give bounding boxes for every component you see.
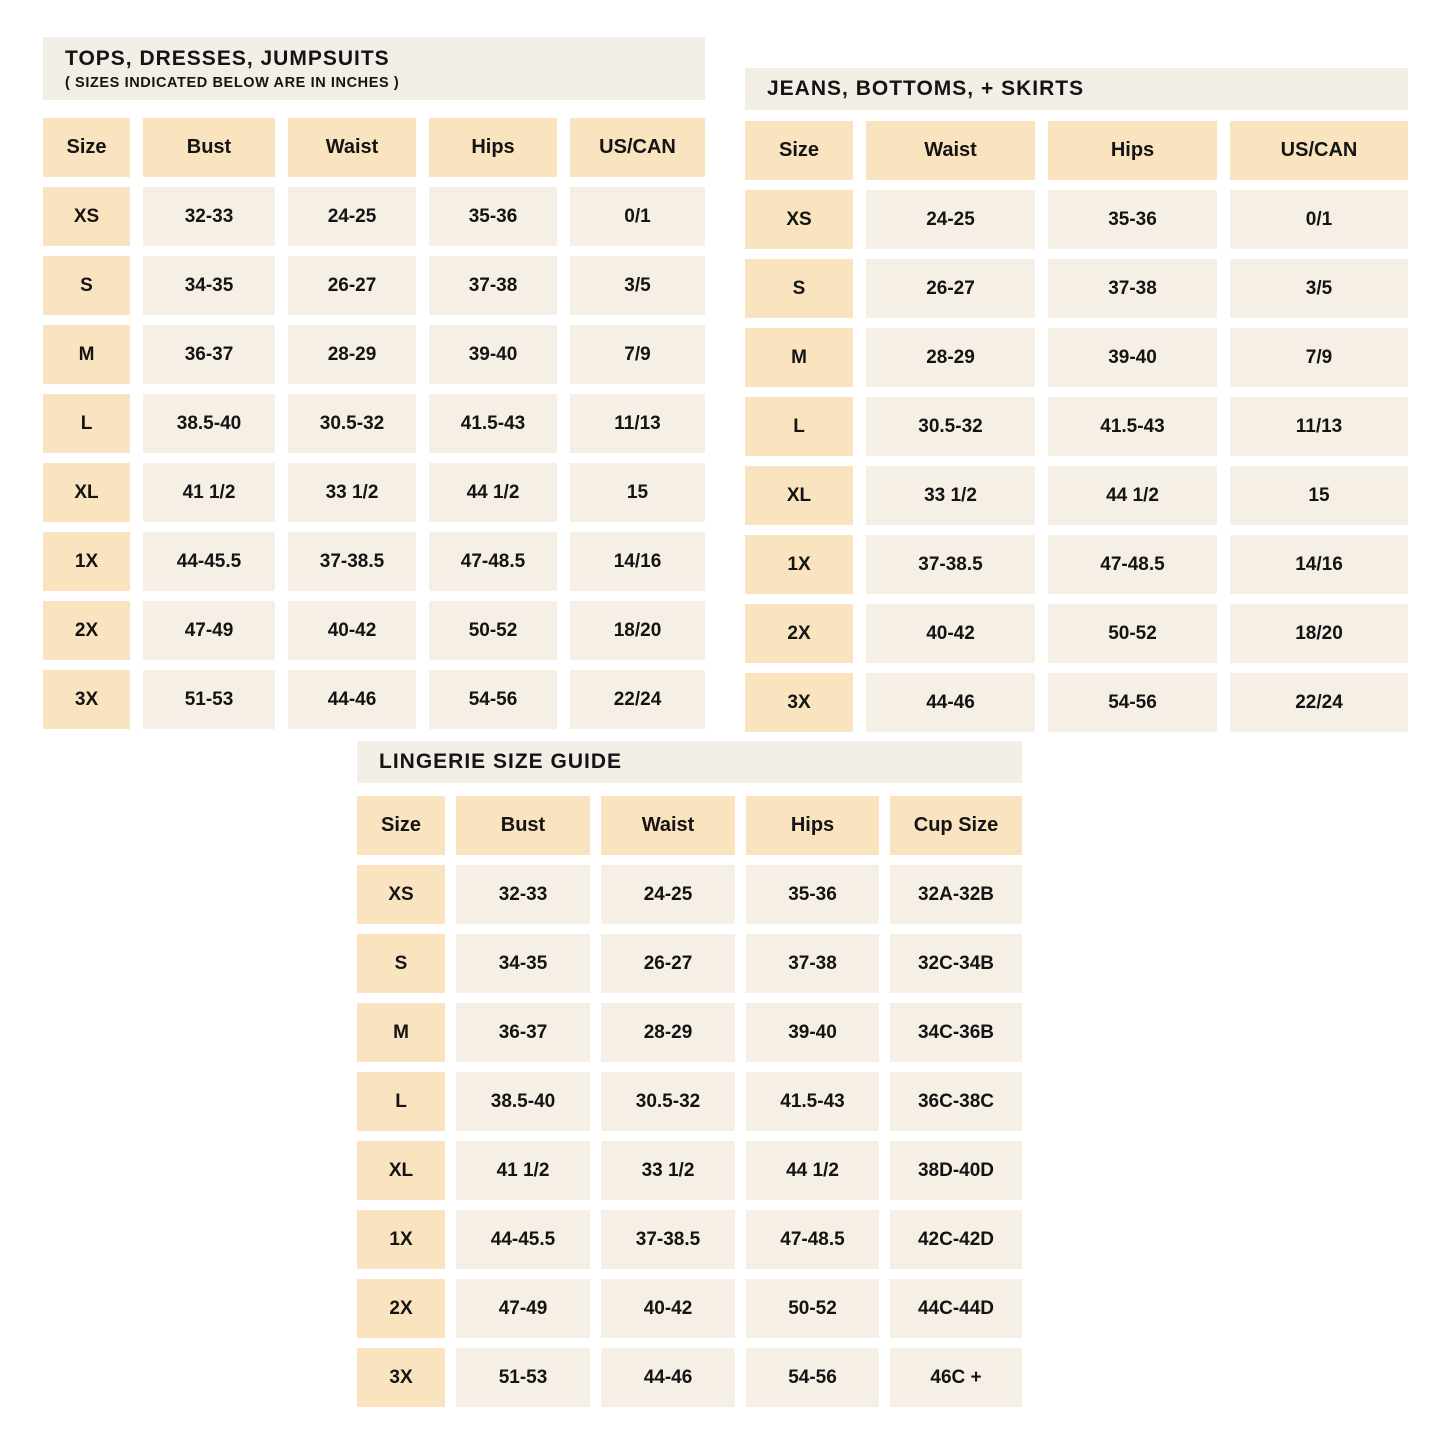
column-header-size: Size [357,796,445,855]
measurement-cell: 37-38.5 [866,535,1035,594]
measurement-cell: 35-36 [1048,190,1217,249]
size-label-cell-m: M [357,1003,445,1062]
size-label-cell-3x: 3X [43,670,130,729]
measurement-cell: 47-49 [456,1279,590,1338]
measurement-cell: 44-46 [601,1348,735,1407]
tops-table-subtitle: ( SIZES INDICATED BELOW ARE IN INCHES ) [65,74,400,91]
size-label-cell-1x: 1X [43,532,130,591]
measurement-cell: 37-38.5 [288,532,416,591]
column-header-hips: Hips [429,118,557,177]
size-label-cell-s: S [43,256,130,315]
lingerie-size-guide-section [357,741,1022,1407]
column-header-cup-size: Cup Size [890,796,1022,855]
measurement-cell: 33 1/2 [288,463,416,522]
column-header-waist: Waist [866,121,1035,180]
jeans-bottoms-skirts-section [745,68,1408,732]
measurement-cell: 30.5-32 [866,397,1035,456]
measurement-cell: 0/1 [570,187,705,246]
measurement-cell: 54-56 [746,1348,879,1407]
measurement-cell: 36-37 [143,325,275,384]
measurement-cell: 41.5-43 [746,1072,879,1131]
measurement-cell: 54-56 [1048,673,1217,732]
column-header-bust: Bust [143,118,275,177]
measurement-cell: 32A-32B [890,865,1022,924]
measurement-cell: 30.5-32 [601,1072,735,1131]
measurement-cell: 41.5-43 [429,394,557,453]
measurement-cell: 28-29 [866,328,1035,387]
measurement-cell: 11/13 [1230,397,1408,456]
size-label-cell-s: S [745,259,853,318]
measurement-cell: 24-25 [288,187,416,246]
column-header-size: Size [745,121,853,180]
measurement-cell: 34-35 [456,934,590,993]
measurement-cell: 33 1/2 [601,1141,735,1200]
measurement-cell: 0/1 [1230,190,1408,249]
size-label-cell-xl: XL [745,466,853,525]
measurement-cell: 47-48.5 [1048,535,1217,594]
size-label-cell-xs: XS [43,187,130,246]
measurement-cell: 50-52 [746,1279,879,1338]
measurement-cell: 39-40 [746,1003,879,1062]
measurement-cell: 46C + [890,1348,1022,1407]
tops-table-title: TOPS, DRESSES, JUMPSUITS [65,46,390,70]
measurement-cell: 15 [570,463,705,522]
jeans-size-table [745,121,1408,732]
measurement-cell: 54-56 [429,670,557,729]
measurement-cell: 40-42 [601,1279,735,1338]
column-header-hips: Hips [1048,121,1217,180]
measurement-cell: 47-49 [143,601,275,660]
measurement-cell: 39-40 [1048,328,1217,387]
lingerie-size-table [357,796,1022,1407]
measurement-cell: 32-33 [143,187,275,246]
measurement-cell: 44C-44D [890,1279,1022,1338]
size-label-cell-1x: 1X [357,1210,445,1269]
lingerie-table-title-banner [357,741,1022,783]
measurement-cell: 44 1/2 [429,463,557,522]
size-label-cell-2x: 2X [43,601,130,660]
column-header-size: Size [43,118,130,177]
tops-dresses-jumpsuits-section [43,37,705,729]
measurement-cell: 37-38.5 [601,1210,735,1269]
size-label-cell-2x: 2X [745,604,853,663]
measurement-cell: 28-29 [601,1003,735,1062]
measurement-cell: 38D-40D [890,1141,1022,1200]
measurement-cell: 41 1/2 [456,1141,590,1200]
measurement-cell: 41.5-43 [1048,397,1217,456]
measurement-cell: 37-38 [1048,259,1217,318]
size-label-cell-m: M [43,325,130,384]
measurement-cell: 22/24 [1230,673,1408,732]
measurement-cell: 26-27 [601,934,735,993]
measurement-cell: 41 1/2 [143,463,275,522]
measurement-cell: 14/16 [1230,535,1408,594]
measurement-cell: 50-52 [1048,604,1217,663]
measurement-cell: 44-46 [866,673,1035,732]
size-label-cell-3x: 3X [745,673,853,732]
measurement-cell: 32C-34B [890,934,1022,993]
measurement-cell: 38.5-40 [143,394,275,453]
measurement-cell: 30.5-32 [288,394,416,453]
measurement-cell: 44-46 [288,670,416,729]
tops-size-table [43,118,705,729]
measurement-cell: 14/16 [570,532,705,591]
measurement-cell: 22/24 [570,670,705,729]
size-label-cell-l: L [43,394,130,453]
measurement-cell: 40-42 [288,601,416,660]
measurement-cell: 3/5 [570,256,705,315]
measurement-cell: 38.5-40 [456,1072,590,1131]
measurement-cell: 47-48.5 [429,532,557,591]
measurement-cell: 40-42 [866,604,1035,663]
measurement-cell: 35-36 [429,187,557,246]
size-label-cell-xs: XS [357,865,445,924]
column-header-us-can: US/CAN [1230,121,1408,180]
size-label-cell-l: L [745,397,853,456]
measurement-cell: 33 1/2 [866,466,1035,525]
measurement-cell: 7/9 [570,325,705,384]
measurement-cell: 37-38 [746,934,879,993]
measurement-cell: 32-33 [456,865,590,924]
size-label-cell-s: S [357,934,445,993]
measurement-cell: 11/13 [570,394,705,453]
measurement-cell: 34-35 [143,256,275,315]
measurement-cell: 18/20 [1230,604,1408,663]
measurement-cell: 7/9 [1230,328,1408,387]
column-header-hips: Hips [746,796,879,855]
jeans-table-title-banner [745,68,1408,110]
size-label-cell-xs: XS [745,190,853,249]
size-label-cell-m: M [745,328,853,387]
measurement-cell: 37-38 [429,256,557,315]
measurement-cell: 26-27 [288,256,416,315]
jeans-table-title: JEANS, BOTTOMS, + SKIRTS [767,77,1085,100]
measurement-cell: 24-25 [601,865,735,924]
size-label-cell-xl: XL [43,463,130,522]
measurement-cell: 44-45.5 [143,532,275,591]
measurement-cell: 35-36 [746,865,879,924]
measurement-cell: 24-25 [866,190,1035,249]
measurement-cell: 36-37 [456,1003,590,1062]
size-label-cell-xl: XL [357,1141,445,1200]
measurement-cell: 44-45.5 [456,1210,590,1269]
measurement-cell: 50-52 [429,601,557,660]
tops-table-title-banner [43,37,705,100]
measurement-cell: 39-40 [429,325,557,384]
measurement-cell: 34C-36B [890,1003,1022,1062]
column-header-waist: Waist [601,796,735,855]
size-label-cell-2x: 2X [357,1279,445,1338]
measurement-cell: 15 [1230,466,1408,525]
measurement-cell: 51-53 [456,1348,590,1407]
size-label-cell-3x: 3X [357,1348,445,1407]
measurement-cell: 47-48.5 [746,1210,879,1269]
measurement-cell: 26-27 [866,259,1035,318]
measurement-cell: 44 1/2 [1048,466,1217,525]
size-label-cell-1x: 1X [745,535,853,594]
measurement-cell: 44 1/2 [746,1141,879,1200]
column-header-us-can: US/CAN [570,118,705,177]
measurement-cell: 18/20 [570,601,705,660]
measurement-cell: 42C-42D [890,1210,1022,1269]
measurement-cell: 51-53 [143,670,275,729]
size-label-cell-l: L [357,1072,445,1131]
column-header-bust: Bust [456,796,590,855]
measurement-cell: 3/5 [1230,259,1408,318]
column-header-waist: Waist [288,118,416,177]
lingerie-table-title: LINGERIE SIZE GUIDE [379,750,623,773]
measurement-cell: 28-29 [288,325,416,384]
measurement-cell: 36C-38C [890,1072,1022,1131]
